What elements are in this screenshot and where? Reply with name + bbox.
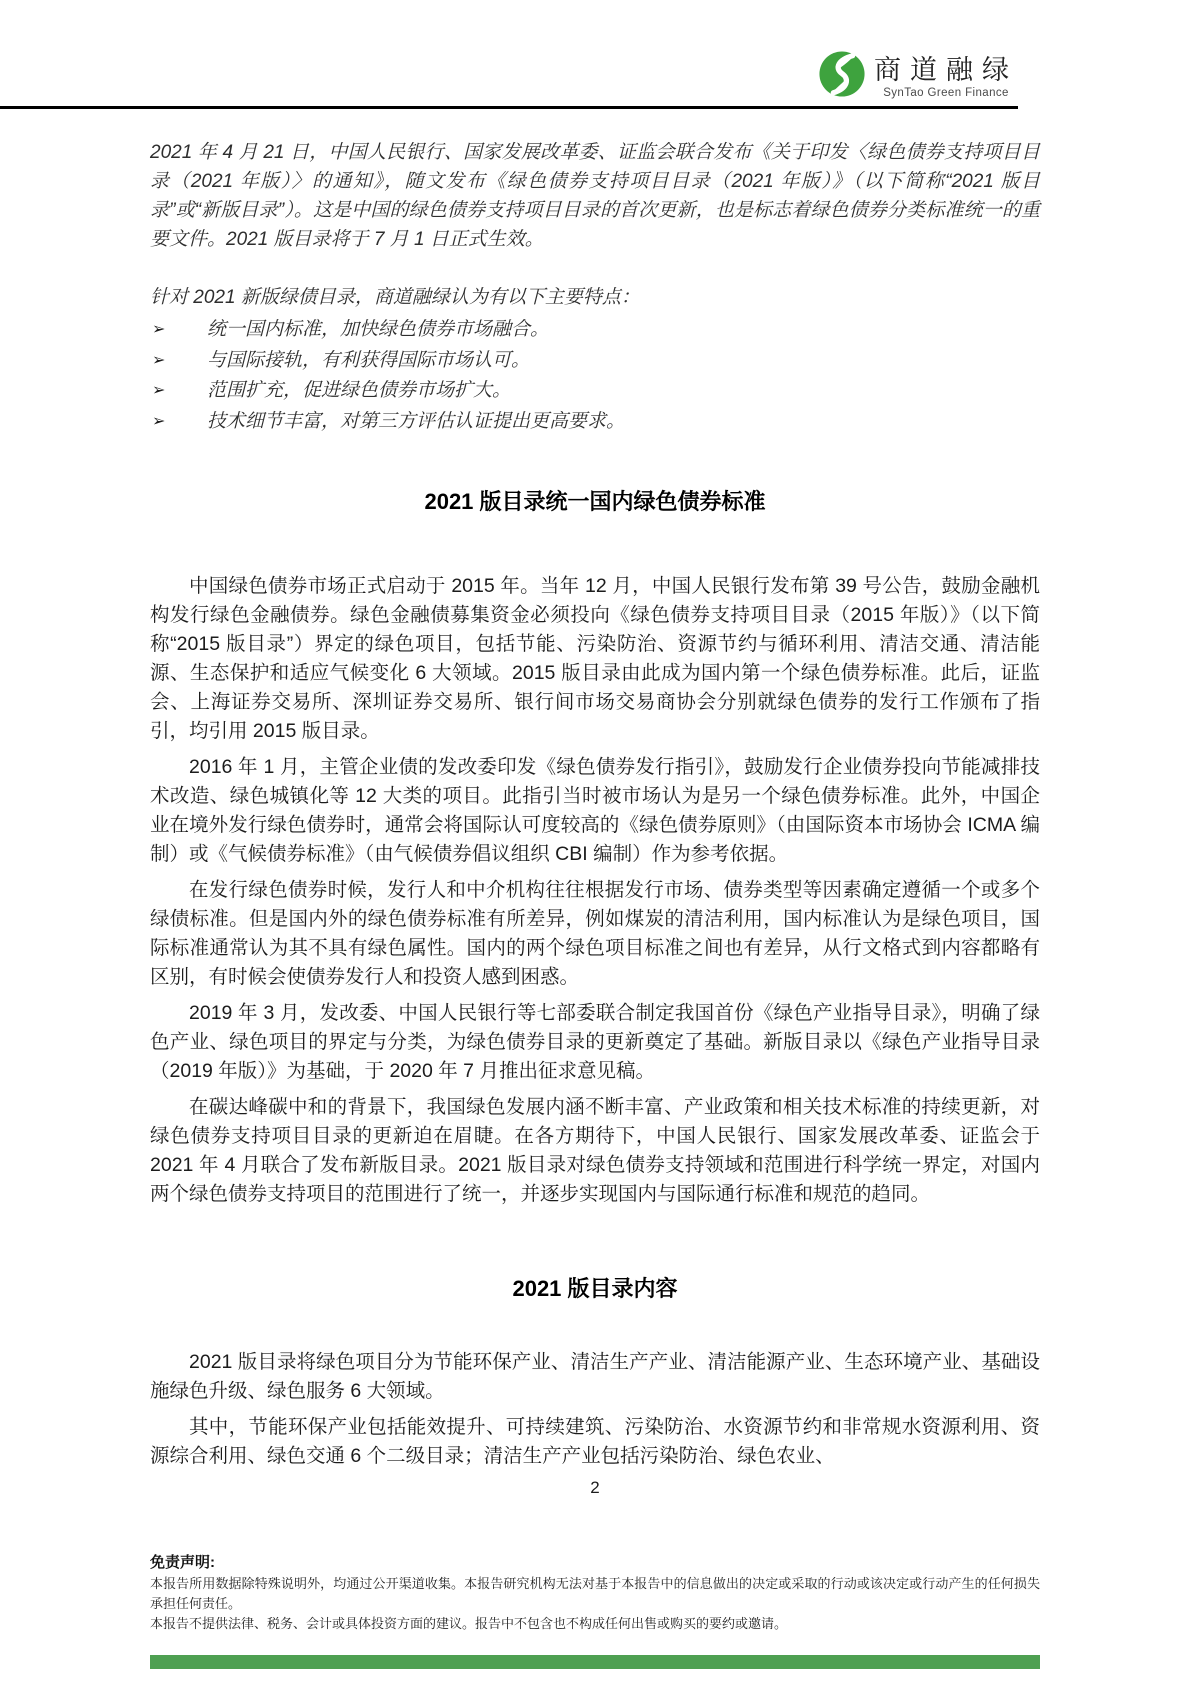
bullet-text: 统一国内标准，加快绿色债券市场融合。 bbox=[207, 319, 550, 340]
body-paragraph: 2019 年 3 月，发改委、中国人民银行等七部委联合制定我国首份《绿色产业指导目录》，明确了绿色产业、绿色项目的界定与分类，为绿色债券目录的更新奠定了基础。新版目录以《绿色产业指导目录（2019 年版）》为基础，于 2020 年 7 月推出征求意见稿。 bbox=[150, 1002, 1040, 1082]
bullet-text: 技术细节丰富，对第三方评估认证提出更高要求。 bbox=[207, 410, 626, 432]
body-paragraph: 在碳达峰碳中和的背景下，我国绿色发展内涵不断丰富、产业政策和相关技术标准的持续更新，对绿色债券支持项目目录的更新迫在眉睫。在各方期待下，中国人民银行、国家发展改革委、证监会于 2021 年 4 月联合了发布新版目录。2021 版目录对绿色债券支持领域和范围进行科学统一界定，对国内两个绿色债券支持项目的范围进行了统一，并逐步实现国内与国际通行标准和规范的趋同。 bbox=[150, 1096, 1040, 1205]
arrow-bullet-icon: ➢ bbox=[152, 351, 166, 369]
list-item bbox=[150, 376, 1040, 407]
section-heading-unify-standard: 2021 版目录统一国内绿色债券标准 bbox=[424, 489, 766, 514]
bullet-text: 范围扩充，促进绿色债券市场扩大。 bbox=[207, 380, 512, 401]
bullet-text: 与国际接轨，有利获得国际市场认可。 bbox=[207, 349, 531, 371]
disclaimer-line: 本报告所用数据除特殊说明外，均通过公开渠道收集。本报告研究机构无法对基于本报告中的信息做出的决定或采取的行动或该决定或行动产生的任何损失承担任何责任。 bbox=[150, 1576, 1040, 1611]
body-paragraph: 在发行绿色债券时候，发行人和中介机构往往根据发行市场、债券类型等因素确定遵循一个或多个绿债标准。但是国内外的绿色债券标准有所差异，例如煤炭的清洁利用，国内标准认为是绿色项目，国际标准通常认为其不具有绿色属性。国内的两个绿色项目标准之间也有差异，从行文格式到内容都略有区别，有时候会使债券发行人和投资人感到困惑。 bbox=[150, 879, 1040, 988]
intro-paragraph: 2021 年 4 月 21 日，中国人民银行、国家发展改革委、证监会联合发布《关于印发〈绿色债券支持项目目录（2021 年版）〉的通知》，随文发布《绿色债券支持项目目录（2021 年版）》（以下简称“2021 版目录”或“新版目录”）。这是中国的绿色债券支持项目目录的首次更新，也是标志着绿色债券分类标准统一的重要文件。2021 版目录将于 7 月 1 日正式生效。 bbox=[150, 142, 1040, 250]
syntao-leaf-logo-icon bbox=[818, 50, 866, 98]
footer-green-bar bbox=[150, 1655, 1040, 1669]
feature-bullet-list bbox=[150, 315, 1040, 437]
page-content bbox=[150, 138, 1040, 1498]
arrow-bullet-icon: ➢ bbox=[152, 321, 166, 338]
logo-english-name: SynTao Green Finance bbox=[883, 87, 1009, 99]
body-paragraph: 2016 年 1 月，主管企业债的发改委印发《绿色债券发行指引》，鼓励发行企业债券投向节能减排技术改造、绿色城镇化等 12 大类的项目。此指引当时被市场认为是另一个绿色债券标准。此外，中国企业在境外发行绿色债券时，通常会将国际认可度较高的《绿色债券原则》（由国际资本市场协会 ICMA 编制）或《气候债券标准》（由气候债券倡议组织 CBI 编制）作为参考依据。 bbox=[150, 756, 1040, 865]
footer-disclaimer bbox=[150, 1552, 1040, 1634]
logo-text bbox=[874, 50, 1018, 99]
body-paragraph: 中国绿色债券市场正式启动于 2015 年。当年 12 月，中国人民银行发布第 39 号公告，鼓励金融机构发行绿色金融债券。绿色金融债募集资金必须投向《绿色债券支持项目目录（2015 年版）》（以下简称“2015 版目录”）界定的绿色项目，包括节能、污染防治、资源节约与循环利用、清洁交通、清洁能源、生态保护和适应气候变化 6 大领域。2015 版目录由此成为国内第一个绿色债券标准。此后，证监会、上海证券交易所、深圳证券交易所、银行间市场交易商协会分别就绿色债券的发行工作颁布了指引，均引用 2015 版目录。 bbox=[150, 575, 1040, 742]
arrow-bullet-icon: ➢ bbox=[152, 382, 166, 399]
disclaimer-line: 本报告不提供法律、税务、会计或具体投资方面的建议。报告中不包含也不构成任何出售或购买的要约或邀请。 bbox=[150, 1616, 788, 1631]
body-paragraph: 2021 版目录将绿色项目分为节能环保产业、清洁生产产业、清洁能源产业、生态环境产业、基础设施绿色升级、绿色服务 6 大领域。 bbox=[150, 1351, 1040, 1402]
logo-chinese-name: 商道融绿 bbox=[874, 55, 1018, 85]
features-lead-in: 针对 2021 新版绿债目录，商道融绿认为有以下主要特点： bbox=[150, 287, 640, 308]
disclaimer-title: 免责声明: bbox=[150, 1554, 215, 1571]
list-item bbox=[150, 315, 1040, 346]
header-divider bbox=[0, 106, 1018, 109]
company-logo bbox=[818, 50, 1018, 99]
list-item bbox=[150, 346, 1040, 377]
body-paragraph: 其中，节能环保产业包括能效提升、可持续建筑、污染防治、水资源节约和非常规水资源利用、资源综合利用、绿色交通 6 个二级目录；清洁生产产业包括污染防治、绿色农业、 bbox=[150, 1416, 1040, 1467]
arrow-bullet-icon: ➢ bbox=[152, 412, 166, 430]
list-item bbox=[150, 407, 1040, 438]
page-number: 2 bbox=[590, 1478, 600, 1497]
section-heading-catalogue-content: 2021 版目录内容 bbox=[512, 1276, 678, 1301]
